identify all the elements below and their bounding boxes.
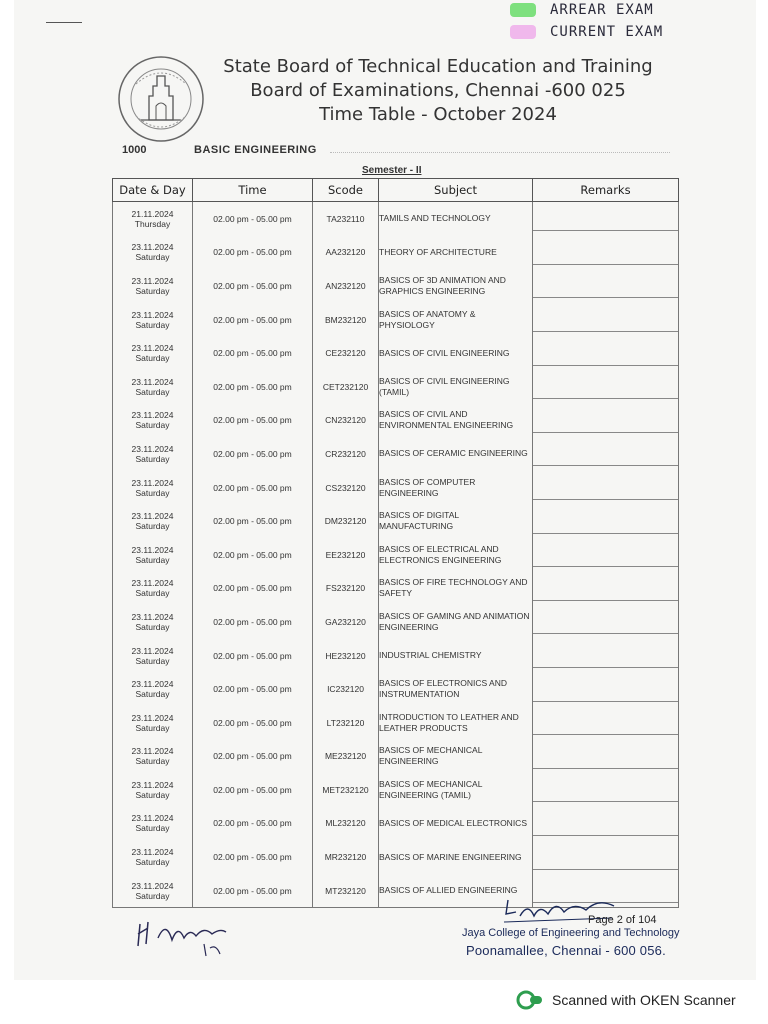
cell-remarks bbox=[533, 538, 679, 572]
cell-subject: INDUSTRIAL CHEMISTRY bbox=[379, 639, 533, 673]
table-row bbox=[113, 336, 679, 370]
exam-day: Saturday bbox=[135, 420, 170, 431]
exam-date: 23.11.2024 bbox=[131, 477, 174, 488]
table-row bbox=[113, 840, 679, 874]
government-seal-icon bbox=[116, 54, 206, 144]
cell-scode: MT232120 bbox=[313, 874, 379, 908]
department-code: 1000 bbox=[122, 144, 147, 156]
exam-day: Saturday bbox=[135, 655, 170, 666]
cell-time: 02.00 pm - 05.00 pm bbox=[193, 303, 313, 337]
table-row bbox=[113, 572, 679, 606]
scanner-watermark bbox=[516, 990, 736, 1010]
cell-date bbox=[113, 538, 193, 572]
cell-scode: ML232120 bbox=[313, 807, 379, 841]
cell-date bbox=[113, 874, 193, 908]
cell-date bbox=[113, 807, 193, 841]
exam-date: 23.11.2024 bbox=[131, 779, 174, 790]
cell-time: 02.00 pm - 05.00 pm bbox=[193, 437, 313, 471]
exam-date: 23.11.2024 bbox=[131, 813, 174, 824]
pen-mark bbox=[46, 22, 82, 23]
col-header-scode: Scode bbox=[313, 179, 379, 202]
cell-subject: THEORY OF ARCHITECTURE bbox=[379, 236, 533, 270]
cell-scode: FS232120 bbox=[313, 572, 379, 606]
exam-day: Saturday bbox=[135, 554, 170, 565]
col-header-remarks: Remarks bbox=[533, 179, 679, 202]
exam-day: Saturday bbox=[135, 353, 170, 364]
cell-date bbox=[113, 639, 193, 673]
cell-scode: BM232120 bbox=[313, 303, 379, 337]
cell-time: 02.00 pm - 05.00 pm bbox=[193, 572, 313, 606]
college-address: Poonamallee, Chennai - 600 056. bbox=[466, 943, 666, 958]
cell-remarks bbox=[533, 773, 679, 807]
cell-time: 02.00 pm - 05.00 pm bbox=[193, 639, 313, 673]
exam-date: 23.11.2024 bbox=[131, 275, 174, 286]
table-row bbox=[113, 639, 679, 673]
board-subtitle: Board of Examinations, Chennai -600 025 bbox=[250, 80, 626, 101]
cell-time: 02.00 pm - 05.00 pm bbox=[193, 538, 313, 572]
legend-label-current: CURRENT EXAM bbox=[550, 24, 664, 40]
table-header-row bbox=[113, 179, 679, 202]
exam-day: Thursday bbox=[134, 218, 171, 229]
cell-subject: BASICS OF COMPUTER ENGINEERING bbox=[379, 471, 533, 505]
col-header-date: Date & Day bbox=[113, 179, 193, 202]
exam-day: Saturday bbox=[135, 386, 170, 397]
table-row bbox=[113, 740, 679, 774]
cell-scode: CET232120 bbox=[313, 370, 379, 404]
remarks-value bbox=[533, 509, 678, 534]
exam-day: Saturday bbox=[135, 487, 170, 498]
remarks-value bbox=[533, 777, 678, 802]
cell-remarks bbox=[533, 740, 679, 774]
cell-subject: BASICS OF ALLIED ENGINEERING bbox=[379, 874, 533, 908]
cell-scode: LT232120 bbox=[313, 706, 379, 740]
cell-subject: BASICS OF CIVIL ENGINEERING (TAMIL) bbox=[379, 370, 533, 404]
table-row bbox=[113, 370, 679, 404]
table-row bbox=[113, 773, 679, 807]
remarks-value bbox=[533, 845, 678, 870]
cell-date bbox=[113, 202, 193, 236]
cell-remarks bbox=[533, 639, 679, 673]
remarks-value bbox=[533, 341, 678, 366]
exam-day: Saturday bbox=[135, 756, 170, 767]
exam-day: Saturday bbox=[135, 722, 170, 733]
remarks-value bbox=[533, 475, 678, 500]
cell-scode: HE232120 bbox=[313, 639, 379, 673]
cell-subject: BASICS OF ANATOMY & PHYSIOLOGY bbox=[379, 303, 533, 337]
cell-remarks bbox=[533, 236, 679, 270]
remarks-value bbox=[533, 677, 678, 702]
exam-day: Saturday bbox=[135, 319, 170, 330]
cell-time: 02.00 pm - 05.00 pm bbox=[193, 336, 313, 370]
cell-subject: BASICS OF MECHANICAL ENGINEERING bbox=[379, 740, 533, 774]
exam-day: Saturday bbox=[135, 789, 170, 800]
cell-subject: BASICS OF CIVIL ENGINEERING bbox=[379, 336, 533, 370]
table-row bbox=[113, 706, 679, 740]
cell-remarks bbox=[533, 404, 679, 438]
cell-scode: AN232120 bbox=[313, 269, 379, 303]
timetable bbox=[112, 178, 679, 908]
cell-subject: BASICS OF ELECTRONICS AND INSTRUMENTATION bbox=[379, 672, 533, 706]
exam-date: 23.11.2024 bbox=[131, 443, 174, 454]
cell-time: 02.00 pm - 05.00 pm bbox=[193, 672, 313, 706]
exam-day: Saturday bbox=[135, 588, 170, 599]
handwritten-signature bbox=[134, 910, 244, 960]
remarks-value bbox=[533, 744, 678, 769]
cell-subject: BASICS OF ELECTRICAL AND ELECTRONICS ENGINEERING bbox=[379, 538, 533, 572]
exam-day: Saturday bbox=[135, 621, 170, 632]
cell-date bbox=[113, 672, 193, 706]
cell-remarks bbox=[533, 605, 679, 639]
cell-scode: CS232120 bbox=[313, 471, 379, 505]
cell-scode: TA232110 bbox=[313, 202, 379, 236]
cell-remarks bbox=[533, 336, 679, 370]
cell-subject: BASICS OF FIRE TECHNOLOGY AND SAFETY bbox=[379, 572, 533, 606]
timetable-body bbox=[113, 202, 679, 908]
college-stamp bbox=[462, 892, 682, 962]
cell-time: 02.00 pm - 05.00 pm bbox=[193, 706, 313, 740]
remarks-value bbox=[533, 811, 678, 836]
table-row bbox=[113, 202, 679, 236]
cell-remarks bbox=[533, 572, 679, 606]
cell-remarks bbox=[533, 840, 679, 874]
cell-scode: CE232120 bbox=[313, 336, 379, 370]
legend-swatch-current bbox=[510, 25, 536, 39]
exam-date: 23.11.2024 bbox=[131, 242, 174, 253]
cell-remarks bbox=[533, 706, 679, 740]
timetable-title: Time Table - October 2024 bbox=[319, 104, 557, 125]
cell-scode: MR232120 bbox=[313, 840, 379, 874]
cell-time: 02.00 pm - 05.00 pm bbox=[193, 404, 313, 438]
exam-day: Saturday bbox=[135, 857, 170, 868]
cell-subject: BASICS OF GAMING AND ANIMATION ENGINEERING bbox=[379, 605, 533, 639]
remarks-value bbox=[533, 273, 678, 298]
cell-scode: ME232120 bbox=[313, 740, 379, 774]
semester-label: Semester - II bbox=[362, 165, 422, 176]
col-header-subject: Subject bbox=[379, 179, 533, 202]
cell-date bbox=[113, 236, 193, 270]
cell-remarks bbox=[533, 471, 679, 505]
cell-date bbox=[113, 740, 193, 774]
cell-remarks bbox=[533, 504, 679, 538]
cell-time: 02.00 pm - 05.00 pm bbox=[193, 840, 313, 874]
legend-swatch-arrear bbox=[510, 3, 536, 17]
cell-remarks bbox=[533, 202, 679, 236]
cell-remarks bbox=[533, 269, 679, 303]
page-number: Page 2 of 104 bbox=[588, 914, 657, 926]
cell-date bbox=[113, 437, 193, 471]
exam-date: 23.11.2024 bbox=[131, 544, 174, 555]
remarks-value bbox=[533, 240, 678, 265]
remarks-value bbox=[533, 643, 678, 668]
divider bbox=[330, 152, 670, 153]
exam-date: 23.11.2024 bbox=[131, 309, 174, 320]
exam-date: 23.11.2024 bbox=[131, 880, 174, 891]
exam-date: 23.11.2024 bbox=[131, 679, 174, 690]
handwritten-legend bbox=[510, 0, 760, 50]
table-row bbox=[113, 807, 679, 841]
cell-subject: BASICS OF 3D ANIMATION AND GRAPHICS ENGINEERING bbox=[379, 269, 533, 303]
cell-date bbox=[113, 269, 193, 303]
cell-time: 02.00 pm - 05.00 pm bbox=[193, 605, 313, 639]
cell-time: 02.00 pm - 05.00 pm bbox=[193, 370, 313, 404]
exam-date: 23.11.2024 bbox=[131, 376, 174, 387]
cell-date bbox=[113, 605, 193, 639]
exam-date: 23.11.2024 bbox=[131, 611, 174, 622]
board-title: State Board of Technical Education and Training bbox=[223, 56, 653, 77]
cell-time: 02.00 pm - 05.00 pm bbox=[193, 202, 313, 236]
cell-date bbox=[113, 706, 193, 740]
college-name: Jaya College of Engineering and Technology bbox=[462, 927, 680, 939]
exam-date: 23.11.2024 bbox=[131, 645, 174, 656]
cell-scode: DM232120 bbox=[313, 504, 379, 538]
exam-date: 23.11.2024 bbox=[131, 343, 174, 354]
remarks-value bbox=[533, 542, 678, 567]
cell-time: 02.00 pm - 05.00 pm bbox=[193, 773, 313, 807]
cell-date bbox=[113, 840, 193, 874]
legend-current bbox=[510, 24, 663, 40]
cell-scode: MET232120 bbox=[313, 773, 379, 807]
cell-scode: AA232120 bbox=[313, 236, 379, 270]
exam-date: 23.11.2024 bbox=[131, 712, 174, 723]
remarks-value bbox=[533, 206, 678, 231]
cell-date bbox=[113, 336, 193, 370]
remarks-value bbox=[533, 576, 678, 601]
cell-scode: IC232120 bbox=[313, 672, 379, 706]
legend-label-arrear: ARREAR EXAM bbox=[550, 2, 654, 18]
table-row bbox=[113, 504, 679, 538]
cell-subject: BASICS OF CERAMIC ENGINEERING bbox=[379, 437, 533, 471]
table-row bbox=[113, 269, 679, 303]
cell-date bbox=[113, 773, 193, 807]
exam-date: 23.11.2024 bbox=[131, 410, 174, 421]
table-row bbox=[113, 471, 679, 505]
cell-remarks bbox=[533, 672, 679, 706]
cell-remarks bbox=[533, 303, 679, 337]
remarks-value bbox=[533, 609, 678, 634]
cell-date bbox=[113, 370, 193, 404]
remarks-value bbox=[533, 307, 678, 332]
cell-time: 02.00 pm - 05.00 pm bbox=[193, 740, 313, 774]
cell-scode: CR232120 bbox=[313, 437, 379, 471]
cell-time: 02.00 pm - 05.00 pm bbox=[193, 269, 313, 303]
exam-date: 23.11.2024 bbox=[131, 847, 174, 858]
exam-day: Saturday bbox=[135, 252, 170, 263]
cell-scode: CN232120 bbox=[313, 404, 379, 438]
cell-subject: INTRODUCTION TO LEATHER AND LEATHER PRODUCTS bbox=[379, 706, 533, 740]
remarks-value bbox=[533, 710, 678, 735]
cell-date bbox=[113, 404, 193, 438]
cell-time: 02.00 pm - 05.00 pm bbox=[193, 471, 313, 505]
exam-day: Saturday bbox=[135, 285, 170, 296]
table-row bbox=[113, 303, 679, 337]
cell-scode: GA232120 bbox=[313, 605, 379, 639]
cell-time: 02.00 pm - 05.00 pm bbox=[193, 874, 313, 908]
exam-day: Saturday bbox=[135, 453, 170, 464]
table-row bbox=[113, 404, 679, 438]
exam-day: Saturday bbox=[135, 521, 170, 532]
table-row bbox=[113, 437, 679, 471]
legend-arrear bbox=[510, 2, 654, 18]
cell-subject: BASICS OF MECHANICAL ENGINEERING (TAMIL) bbox=[379, 773, 533, 807]
cell-remarks bbox=[533, 370, 679, 404]
remarks-value bbox=[533, 408, 678, 433]
exam-date: 23.11.2024 bbox=[131, 578, 174, 589]
remarks-value bbox=[533, 374, 678, 399]
cell-time: 02.00 pm - 05.00 pm bbox=[193, 236, 313, 270]
cell-subject: TAMILS AND TECHNOLOGY bbox=[379, 202, 533, 236]
cell-remarks bbox=[533, 807, 679, 841]
remarks-value bbox=[533, 441, 678, 466]
scanner-label: Scanned with OKEN Scanner bbox=[552, 992, 736, 1008]
exam-day: Saturday bbox=[135, 689, 170, 700]
department-name: BASIC ENGINEERING bbox=[194, 144, 317, 156]
cell-date bbox=[113, 303, 193, 337]
exam-date: 23.11.2024 bbox=[131, 746, 174, 757]
cell-date bbox=[113, 471, 193, 505]
table-row bbox=[113, 605, 679, 639]
scanner-logo-icon bbox=[516, 990, 544, 1010]
table-row bbox=[113, 538, 679, 572]
exam-date: 23.11.2024 bbox=[131, 511, 174, 522]
table-row bbox=[113, 672, 679, 706]
exam-day: Saturday bbox=[135, 890, 170, 901]
cell-time: 02.00 pm - 05.00 pm bbox=[193, 504, 313, 538]
cell-subject: BASICS OF DIGITAL MANUFACTURING bbox=[379, 504, 533, 538]
table-row bbox=[113, 236, 679, 270]
col-header-time: Time bbox=[193, 179, 313, 202]
cell-subject: BASICS OF MARINE ENGINEERING bbox=[379, 840, 533, 874]
cell-time: 02.00 pm - 05.00 pm bbox=[193, 807, 313, 841]
cell-remarks bbox=[533, 437, 679, 471]
exam-day: Saturday bbox=[135, 823, 170, 834]
cell-date bbox=[113, 572, 193, 606]
cell-date bbox=[113, 504, 193, 538]
cell-scode: EE232120 bbox=[313, 538, 379, 572]
exam-date: 21.11.2024 bbox=[131, 208, 174, 219]
cell-subject: BASICS OF MEDICAL ELECTRONICS bbox=[379, 807, 533, 841]
cell-subject: BASICS OF CIVIL AND ENVIRONMENTAL ENGINEERING bbox=[379, 404, 533, 438]
